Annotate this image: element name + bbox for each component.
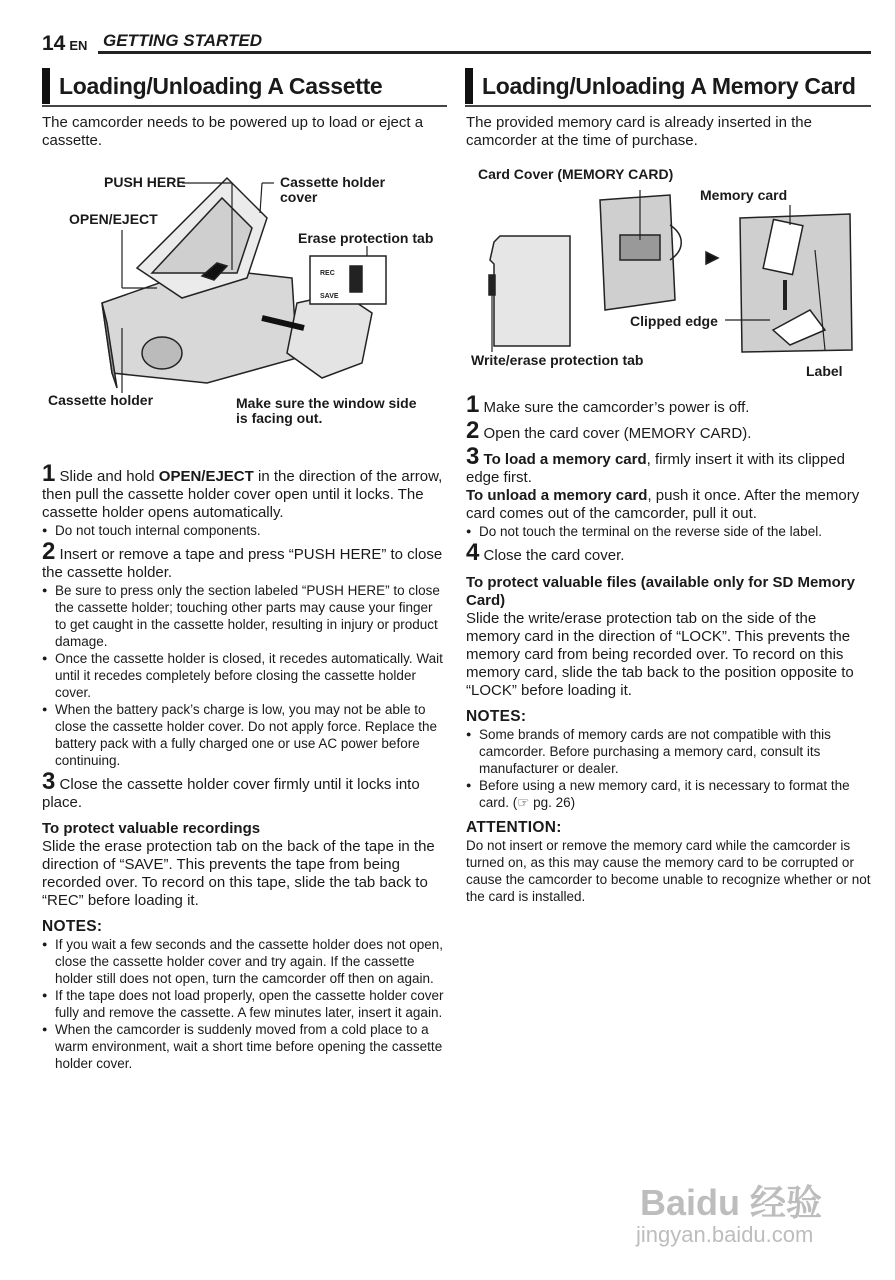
unload-card-text: , push it once. After the memory card comes out of the camcorder, pull it out. (466, 487, 860, 522)
step-4-number: 4 (466, 539, 480, 566)
protect-recordings-heading: To protect valuable recordings (42, 820, 261, 837)
step-1-text-b: in the direction of the arrow, then pull the cassette holder cover open until it locks. The cassette holder opens automatically. (42, 468, 443, 521)
save-label: SAVE (320, 293, 339, 300)
left-note: ● If you wait a few seconds and the cassette holder does not open, close the cassette holder cover and try again. If the cassette holder still does not open, turn the camcorder off then on again. (42, 936, 447, 987)
step-2-bullet: ● Once the cassette holder is closed, it recedes automatically. Wait until it recedes completely before closing the cassette holder cover. (42, 650, 447, 701)
section-name: GETTING STARTED (103, 31, 262, 50)
step-1-bullet: ● Do not touch internal components. (42, 522, 447, 539)
sd-card (490, 236, 570, 346)
note-2-text-b: pg. 26) (529, 795, 576, 810)
right-step-2 (466, 417, 871, 444)
card-cover-label: Card Cover (MEMORY CARD) (478, 166, 674, 182)
right-notes-heading: NOTES: (466, 708, 527, 725)
window-side-line1: Make sure the window side (236, 395, 417, 411)
left-note: ● If the tape does not load properly, open the cassette holder cover fully and remove the cassette. A few minutes later, insert it again. (42, 987, 447, 1021)
right-step-2-text: Open the card cover (MEMORY CARD). (479, 425, 752, 442)
push-here-label: PUSH HERE (104, 174, 186, 190)
step-3-number: 3 (466, 443, 480, 470)
left-section-title: Loading/Unloading A Cassette (59, 73, 383, 99)
rec-label: REC (320, 270, 335, 277)
step-3-text: Close the cassette holder cover firmly until it locks into place. (42, 776, 420, 811)
cassette-holder-cover-label (280, 175, 385, 205)
left-notes-heading: NOTES: (42, 918, 103, 935)
write-erase-tab-label: Write/erase protection tab (471, 352, 644, 368)
step-1-text-a: Slide and hold (55, 468, 159, 485)
right-steps (466, 391, 871, 905)
unload-card (466, 487, 871, 523)
open-eject-label: OPEN/EJECT (69, 211, 158, 227)
right-step-1 (466, 391, 871, 418)
step-1 (42, 460, 447, 522)
language-code: EN (69, 38, 88, 53)
watermark-url: jingyan.baidu.com (636, 1222, 814, 1247)
step-1-number: 1 (42, 460, 56, 487)
protect-files-text: Slide the write/erase protection tab on the side of the memory card in the direction of “LOCK”. This prevents the memory card from being recorded over. To record on this memory card, slide the tab back to the position opposite to “LOCK” before loading it. (466, 610, 854, 699)
cassette-tape (287, 293, 372, 378)
step-3 (42, 768, 447, 812)
camcorder-button (142, 337, 182, 369)
erase-protection-tab-label: Erase protection tab (298, 230, 434, 246)
load-card-bold: To load a memory card (479, 451, 647, 468)
memory-card-label: Memory card (700, 187, 788, 203)
cover-leader-v (260, 183, 262, 213)
clipped-edge-label: Clipped edge (630, 313, 718, 329)
protect-files-heading: To protect valuable files (available only for SD Memory Card) (466, 574, 855, 609)
left-intro: The camcorder needs to be powered up to load or eject a cassette. (42, 114, 424, 149)
step-2-text: Insert or remove a tape and press “PUSH HERE” to close the cassette holder. (42, 546, 443, 581)
left-steps (42, 460, 447, 1072)
right-step-1-text: Make sure the camcorder’s power is off. (479, 399, 750, 416)
load-card-text: , firmly insert it with its clipped edge first. (466, 451, 846, 486)
right-note (466, 777, 871, 811)
cassette-holder-cover-line1: Cassette holder (280, 174, 386, 190)
unload-card-bold: To unload a memory card (466, 487, 648, 504)
section-title-bar (465, 68, 473, 104)
step-3-number: 3 (42, 768, 56, 795)
step-2-number: 2 (466, 417, 480, 444)
step-2-bullet: ● When the battery pack’s charge is low, you may not be able to close the cassette holder cover. Do not apply force. Replace the battery pack with a fully charged one or use AC power before continuing. (42, 701, 447, 769)
right-step-4 (466, 539, 871, 566)
step-1-bold: OPEN/EJECT (158, 468, 254, 485)
section-title-rule (42, 105, 447, 107)
attention-text: Do not insert or remove the memory card while the camcorder is turned on, as this may cause the memory card to be corrupted or cause the camcorder to become unable to recognize whether or not the card is installed. (466, 838, 871, 904)
section-title-rule (465, 105, 871, 107)
step-2-bullet: ● Be sure to press only the section labeled “PUSH HERE” to close the cassette holder; touching other parts may cause your finger to get caught in the cassette holder, resulting in injury or product damage. (42, 582, 447, 650)
next-step-arrow (706, 252, 718, 264)
section-title-bar (42, 68, 50, 104)
right-step-3 (466, 443, 871, 487)
memory-card-figure (470, 180, 860, 380)
cassette-holder-label: Cassette holder (48, 392, 154, 408)
cassette-holder-cover-line2: cover (280, 189, 318, 205)
left-note: ● When the camcorder is suddenly moved from a cold place to a warm environment, wait a short time before opening the cassette holder cover. (42, 1021, 447, 1072)
right-note: ● Some brands of memory cards are not compatible with this camcorder. Before purchasing a memory card, consult its manufacturer or dealer. (466, 726, 871, 777)
step-1-number: 1 (466, 391, 480, 418)
step-2 (42, 538, 447, 582)
step-2-number: 2 (42, 538, 56, 565)
watermark-brand: Baidu 经验 (640, 1182, 823, 1223)
right-intro: The provided memory card is already inserted in the camcorder at the time of purchase. (466, 114, 812, 149)
right-section-title: Loading/Unloading A Memory Card (482, 73, 856, 99)
window-side-line2: is facing out. (236, 410, 323, 426)
protect-recordings-text: Slide the erase protection tab on the back of the tape in the direction of “SAVE”. This prevents the tape from being recorded over. To record on this tape, slide the tab back to “REC” before loading it. (42, 838, 435, 909)
page-number: 14 EN (42, 32, 88, 55)
header-rule (98, 51, 871, 54)
page-ref-icon: ☞ (517, 795, 530, 810)
label-label: Label (806, 363, 843, 379)
attention-heading: ATTENTION: (466, 819, 562, 836)
erase-tab (350, 266, 362, 292)
note-2-text-a: Before using a new memory card, it is necessary to format the card. ( (479, 778, 850, 810)
window-side-label (236, 396, 417, 426)
right-step-3-bullet: ● Do not touch the terminal on the reverse side of the label. (466, 523, 871, 540)
right-step-4-text: Close the card cover. (479, 547, 625, 564)
